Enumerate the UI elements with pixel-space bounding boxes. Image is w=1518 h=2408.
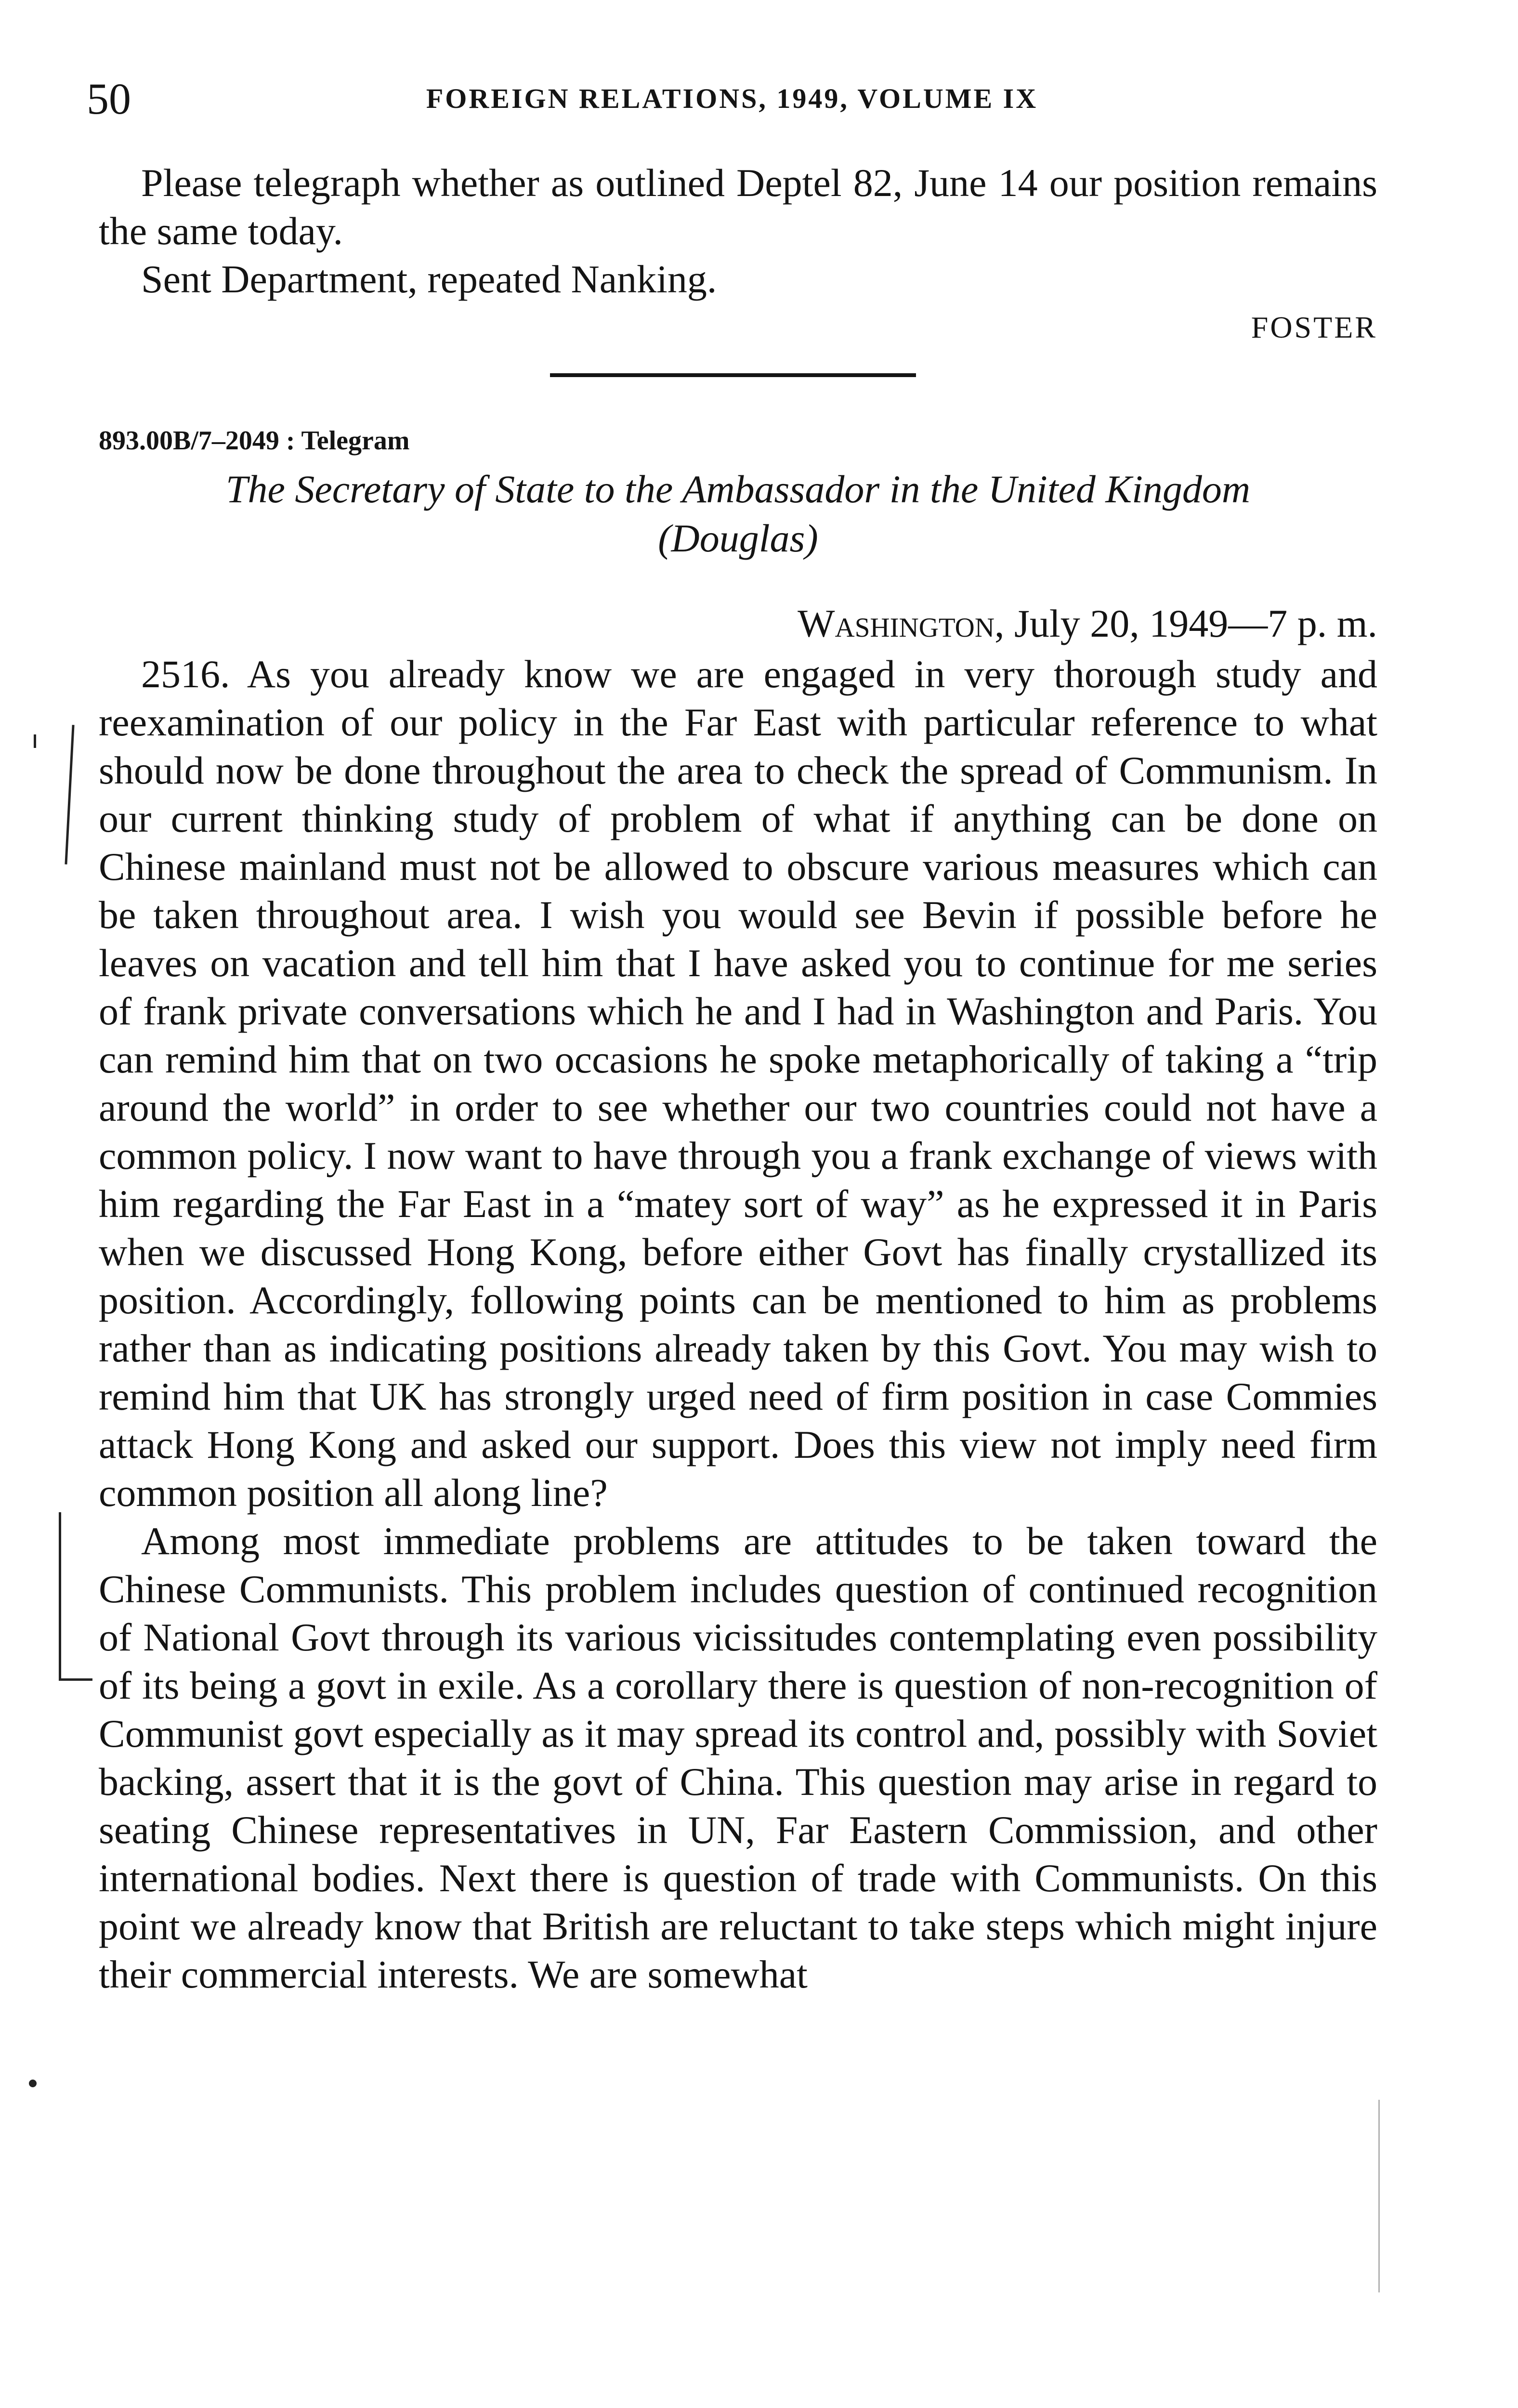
margin-tick-mark xyxy=(34,734,36,748)
distribution-note: Sent Department, repeated Nanking. xyxy=(141,257,717,301)
signature: FOSTER xyxy=(1251,310,1377,344)
previous-document-closing xyxy=(99,159,1377,303)
margin-mark-upper xyxy=(65,725,74,864)
file-reference: 893.00B/7–2049 : Telegram xyxy=(99,426,410,456)
document-title-line: The Secretary of State to the Ambassador in the United Kingdom xyxy=(225,467,1251,511)
document-title xyxy=(99,465,1377,563)
running-title: FOREIGN RELATIONS, 1949, VOLUME IX xyxy=(426,83,1038,114)
telegram-paragraph-2: Among most immediate problems are attitudes to be taken toward the Chinese Communists. This problem includes question of continued recognition of National Govt through its various vicissitudes contemplating even possibility of its being a govt in exile. As a corollary there is question of non-recognition of Communist govt especially as it may spread its control and, possibly with Soviet backing, assert that it is the govt of China. This question may arise in regard to seating Chinese representatives in UN, Far Eastern Commission, and other international bodies. Next there is question of trade with Communists. On this point we already know that British are reluctant to take steps which might injure their commercial interests. We are somewhat xyxy=(99,1519,1377,1996)
document-title-recipient: (Douglas) xyxy=(658,516,818,560)
dateline-date: , July 20, 1949—7 p. m. xyxy=(995,602,1377,645)
dateline-city: Washington xyxy=(798,602,995,645)
margin-bracket-lower xyxy=(59,1512,61,1681)
section-divider xyxy=(550,373,916,377)
margin-dot xyxy=(29,2080,37,2087)
margin-mark-right xyxy=(1378,2100,1380,2292)
telegram-body xyxy=(99,650,1377,1999)
telegram-paragraph-1: 2516. As you already know we are engaged in very thorough study and reexamination of our policy in the Far East with particular reference to what should now be done throughout the area to check the spread of Communism. In our current thinking study of problem of what if anything can be done on Chinese mainland must not be allowed to obscure various measures which can be taken throughout area. I wish you would see Bevin if possible before he leaves on vacation and tell him that I have asked you to continue for me series of frank private conversations which he and I had in Washington and Paris. You can remind him that on two occasions he spoke metaphorically of taking a “trip around the world” in order to see whether our two countries could not have a common policy. I now want to have through you a frank exchange of views with him regarding the Far East in a “matey sort of way” as he expressed it in Paris when we discussed Hong Kong, before either Govt has finally crystallized its position. Accordingly, following points can be mentioned to him as problems rather than as indicating positions already taken by this Govt. You may wish to remind him that UK has strongly urged need of firm position in case Commies attack Hong Kong and asked our support. Does this view not imply need firm common position all along line? xyxy=(99,652,1377,1515)
dateline xyxy=(798,600,1377,648)
margin-bracket-foot xyxy=(59,1678,92,1681)
closing-paragraph: Please telegraph whether as outlined Deptel 82, June 14 our position remains the same today. xyxy=(99,161,1377,253)
page-number: 50 xyxy=(87,74,131,123)
page-header xyxy=(87,70,1377,128)
